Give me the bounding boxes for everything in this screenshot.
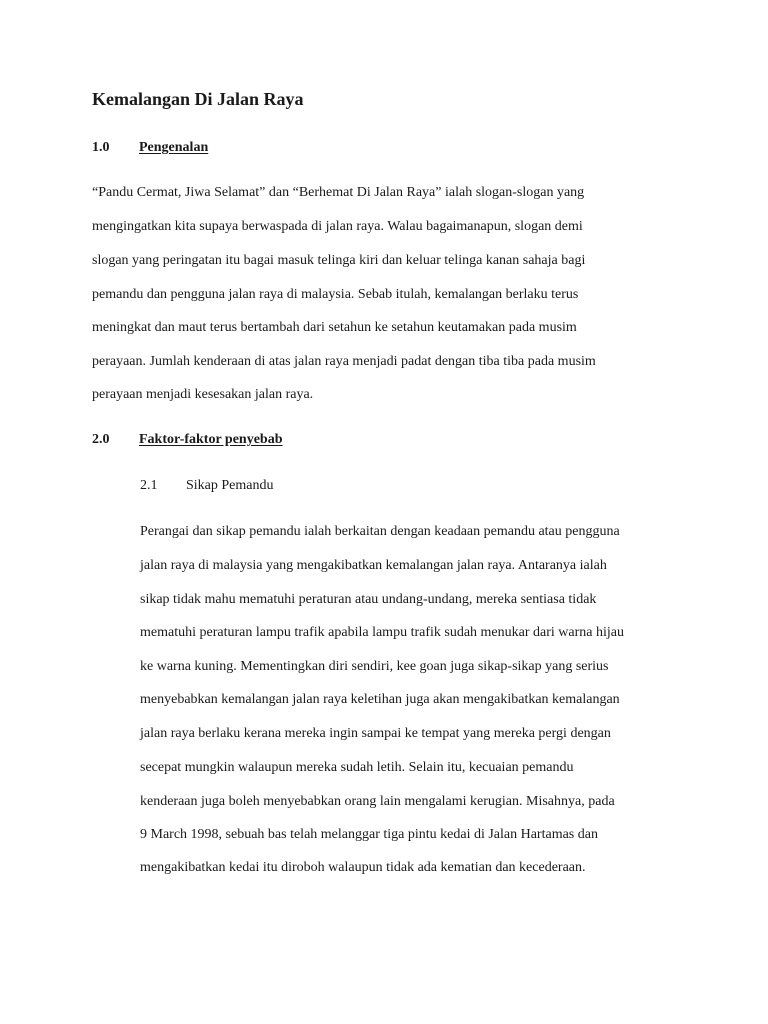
paragraph-line: 9 March 1998, sebuah bas telah melanggar tiga pintu kedai di Jalan Hartamas dan <box>140 827 598 842</box>
paragraph-line: jalan raya di malaysia yang mengakibatkan kemalangan jalan raya. Antaranya ialah <box>140 558 607 573</box>
paragraph-line: mengingatkan kita supaya berwaspada di jalan raya. Walau bagaimanapun, slogan demi <box>92 219 583 234</box>
paragraph-line: mematuhi peraturan lampu trafik apabila lampu trafik sudah menukar dari warna hijau <box>140 625 624 640</box>
paragraph-line: kenderaan juga boleh menyebabkan orang lain mengalami kerugian. Misahnya, pada <box>140 794 615 809</box>
section-title: Pengenalan <box>139 140 209 155</box>
paragraph-line: Perangai dan sikap pemandu ialah berkaitan dengan keadaan pemandu atau pengguna <box>140 524 620 539</box>
paragraph-line: menyebabkan kemalangan jalan raya keletihan juga akan mengakibatkan kemalangan <box>140 692 620 707</box>
paragraph-line: pemandu dan pengguna jalan raya di malaysia. Sebab itulah, kemalangan berlaku terus <box>92 287 579 302</box>
paragraph-line: ke warna kuning. Mementingkan diri sendiri, kee goan juga sikap-sikap yang serius <box>140 659 609 674</box>
paragraph-line: “Pandu Cermat, Jiwa Selamat” dan “Berhemat Di Jalan Raya” ialah slogan-slogan yang <box>92 185 585 200</box>
section-number: 1.0 <box>92 140 110 155</box>
section-title: Faktor-faktor penyebab <box>139 432 283 447</box>
paragraph-line: perayaan menjadi kesesakan jalan raya. <box>92 387 314 402</box>
paragraph-line: sikap tidak mahu mematuhi peraturan atau undang-undang, mereka sentiasa tidak <box>140 592 597 607</box>
document-title: Kemalangan Di Jalan Raya <box>92 89 304 109</box>
section-number: 2.0 <box>92 432 110 447</box>
paragraph-line: jalan raya berlaku kerana mereka ingin sampai ke tempat yang mereka pergi dengan <box>140 726 611 741</box>
paragraph-line: mengakibatkan kedai itu diroboh walaupun tidak ada kematian dan kecederaan. <box>140 860 586 875</box>
paragraph-line: perayaan. Jumlah kenderaan di atas jalan raya menjadi padat dengan tiba tiba pada musim <box>92 354 596 369</box>
subsection-title: Sikap Pemandu <box>186 478 274 493</box>
paragraph-line: slogan yang peringatan itu bagai masuk telinga kiri dan keluar telinga kanan sahaja bagi <box>92 253 586 268</box>
paragraph-line: meningkat dan maut terus bertambah dari setahun ke setahun keutamakan pada musim <box>92 320 577 335</box>
subsection-number: 2.1 <box>140 478 158 493</box>
paragraph-line: secepat mungkin walaupun mereka sudah letih. Selain itu, kecuaian pemandu <box>140 760 574 775</box>
